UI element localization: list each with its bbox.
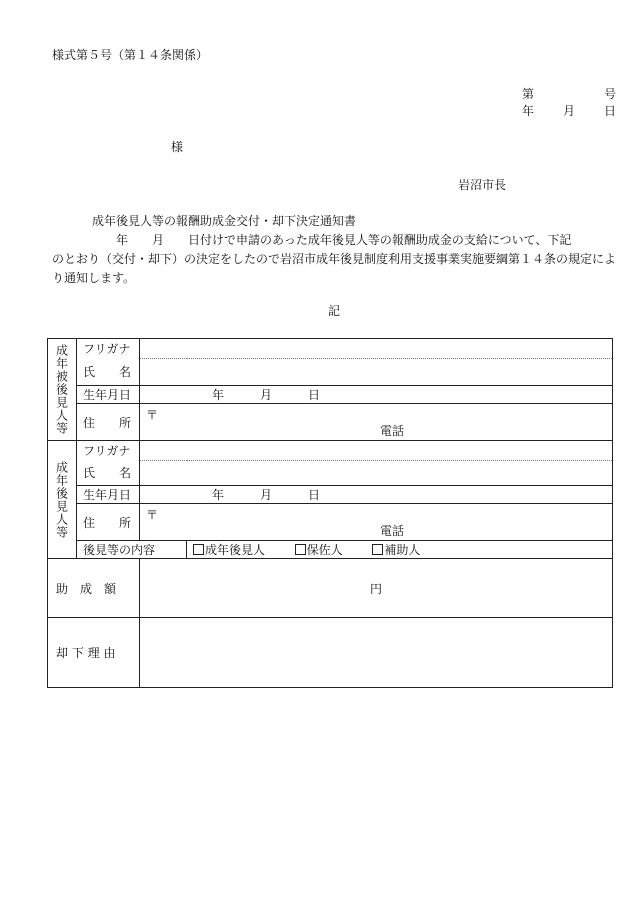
doc-number-suffix: 号 [604,87,617,101]
guardian-name-field[interactable] [140,461,613,486]
checkbox-icon[interactable] [372,544,383,555]
guardian-birthdate-label: 生年月日 [77,486,140,504]
option-seinen-koukennin[interactable]: 成年後見人 [193,543,265,557]
notice-title: 成年後見人等の報酬助成金交付・却下決定通知書 [92,214,357,228]
ki-marker: 記 [328,304,341,318]
doc-number-prefix: 第 [522,87,535,101]
guardian-address-field[interactable] [140,504,613,541]
checkbox-icon[interactable] [193,544,204,555]
ward-group-label: 成年被後見人等 [48,339,77,441]
date-year: 年 [522,104,535,118]
ward-furigana-label: フリガナ [77,339,140,359]
guardian-address-label: 住 所 [77,504,140,541]
guardian-birth-ymd: 年 月 日 [212,488,321,502]
yen-unit: 円 [369,581,382,596]
ward-name-label: 氏 名 [77,359,140,386]
guardian-furigana-label: フリガナ [77,441,140,461]
guardian-group-label: 成年後見人等 [48,441,77,559]
date-month: 月 [563,104,576,118]
grant-amount-label: 助 成 額 [48,559,140,618]
guardian-furigana-field[interactable] [140,441,613,461]
rejection-reason-field[interactable] [140,618,613,688]
ward-address-field[interactable] [140,404,613,441]
option-hosanin[interactable]: 保佐人 [295,543,343,557]
ward-name-field[interactable] [140,359,613,386]
date-day: 日 [604,104,617,118]
ward-phone-label: 電話 [380,424,405,438]
addressee-honorific: 様 [171,140,184,154]
guardian-type-options [187,541,613,559]
form-number: 様式第５号（第１４条関係） [52,48,209,62]
guardian-name-label: 氏 名 [77,461,140,486]
ward-birth-ymd: 年 月 日 [212,388,321,402]
checkbox-icon[interactable] [295,544,306,555]
ward-postal-mark: 〒 [146,408,159,422]
ward-furigana-field[interactable] [140,339,613,359]
ward-address-label: 住 所 [77,404,140,441]
guardian-postal-mark: 〒 [146,508,159,522]
ward-birthdate-field[interactable] [140,386,613,404]
guardian-type-label: 後見等の内容 [77,541,187,559]
notice-body [52,212,617,288]
issuer-name: 岩沼市長 [458,178,507,192]
option-hojonin[interactable]: 補助人 [372,543,420,557]
rejection-reason-label: 却 下 理 由 [48,618,140,688]
grant-amount-field[interactable] [140,559,613,618]
guardian-birthdate-field[interactable] [140,486,613,504]
ward-birthdate-label: 生年月日 [77,386,140,404]
notice-paragraph-line1: 年 月 日付けで申請のあった成年後見人等の報酬助成金の支給について、下記 [116,233,572,247]
guardian-phone-label: 電話 [380,524,405,538]
notice-table [47,338,613,688]
notice-paragraph-rest: のとおり（交付・却下）の決定をしたので岩沼市成年後見制度利用支援事業実施要綱第１４条の規定により通知します。 [52,252,617,285]
